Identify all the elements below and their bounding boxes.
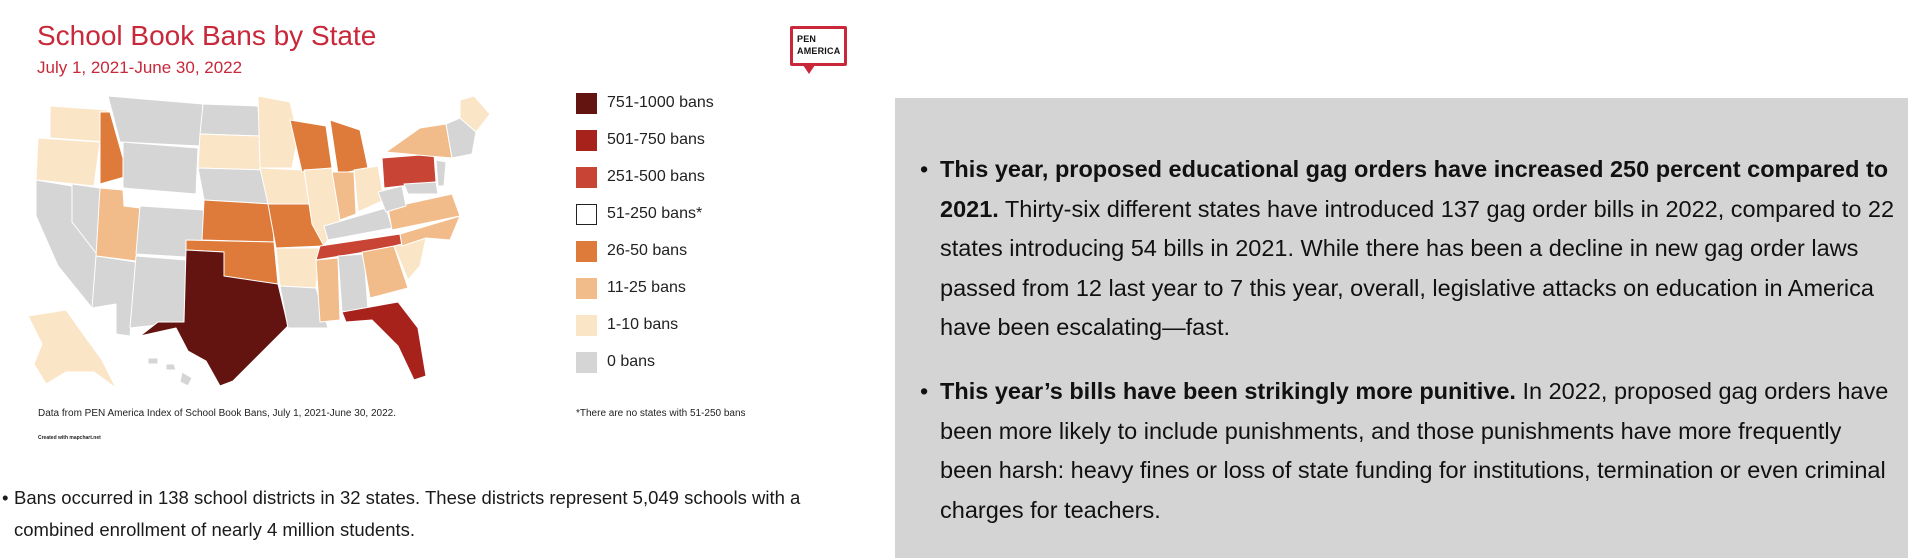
legend-label: 751-1000 bans (607, 94, 714, 111)
us-states-map (28, 96, 498, 396)
legend-label: 0 bans (607, 353, 656, 370)
state-florida (342, 302, 426, 380)
legend-swatch (576, 204, 597, 225)
state-iowa (260, 168, 310, 204)
state-new-mexico (130, 256, 186, 328)
legend-swatch (576, 93, 597, 114)
bullet-dot: • (2, 487, 9, 508)
map-title: School Book Bans by State (37, 20, 377, 51)
bullet-dot: • (920, 378, 929, 404)
legend-label: 251-500 bans (607, 168, 705, 185)
finding-bold: This year, proposed educational gag orders have increased 250 percent compared to 2021. (940, 156, 1889, 222)
map-subtitle: July 1, 2021-June 30, 2022 (37, 58, 243, 77)
map-panel (0, 0, 895, 558)
state-mississippi (316, 258, 340, 322)
legend-swatch (576, 167, 597, 188)
logo-line-2: AMERICA (797, 46, 841, 56)
findings-panel (895, 98, 1908, 558)
map-credit: Created with mapchart.net (38, 435, 101, 441)
state-arkansas (276, 248, 320, 288)
finding-bold: This year’s bills have been strikingly more punitive. (940, 378, 1516, 404)
legend-swatch (576, 130, 597, 151)
legend-label: 1-10 bans (607, 316, 679, 333)
state-wisconsin (290, 120, 332, 172)
state-minnesota (258, 96, 298, 168)
finding-body: In 2022, proposed gag orders have been more likely to include punishments, and those punishments have more frequently been harsh: heavy fines or loss of state funding for institutions, termination or even criminal charges for teachers. (940, 378, 1889, 523)
map-source: Data from PEN America Index of School Book Bans, July 1, 2021-June 30, 2022. (38, 408, 396, 419)
state-hawaii (148, 358, 192, 386)
legend-label: 11-25 bans (607, 279, 686, 296)
state-new-jersey (436, 160, 446, 186)
finding-body: Thirty-six different states have introduced 137 gag order bills in 2022, compared to 22 states introducing 54 bills in 2021. While there has been a decline in new gag order laws passed from 12 last year to 7 this year, overall, legislative attacks on education in America have been escalating—fast. (940, 195, 1895, 340)
legend-swatch (576, 352, 597, 373)
state-michigan (330, 120, 368, 174)
legend-label: 501-750 bans (607, 131, 705, 148)
state-oregon (36, 138, 100, 186)
state-washington (50, 106, 108, 142)
legend-swatch (576, 315, 597, 336)
legend-label: 26-50 bans (607, 242, 688, 259)
state-wyoming (123, 142, 198, 194)
legend-label: 51-250 bans* (607, 205, 703, 222)
state-new-york (386, 124, 452, 158)
finding-text (940, 372, 1900, 530)
finding-text (940, 150, 1900, 348)
legend-swatch (576, 278, 597, 299)
pen-america-logo (790, 26, 847, 66)
state-montana (108, 96, 203, 146)
state-north-dakota (200, 104, 260, 136)
state-kansas (202, 200, 274, 242)
legend-swatch (576, 241, 597, 262)
state-arizona (92, 256, 136, 336)
state-alaska (28, 310, 116, 388)
state-utah (96, 188, 140, 261)
bullet-dot: • (920, 156, 929, 182)
logo-line-1: PEN (797, 34, 817, 44)
state-maryland (404, 182, 438, 194)
summary-bullet-text: Bans occurred in 138 school districts in 32 states. These districts represent 5,049 schools with a combined enrollment of nearly 4 million students. (14, 487, 801, 540)
legend-note: *There are no states with 51-250 bans (576, 408, 746, 419)
state-south-dakota (198, 134, 260, 170)
state-ohio (354, 166, 384, 212)
